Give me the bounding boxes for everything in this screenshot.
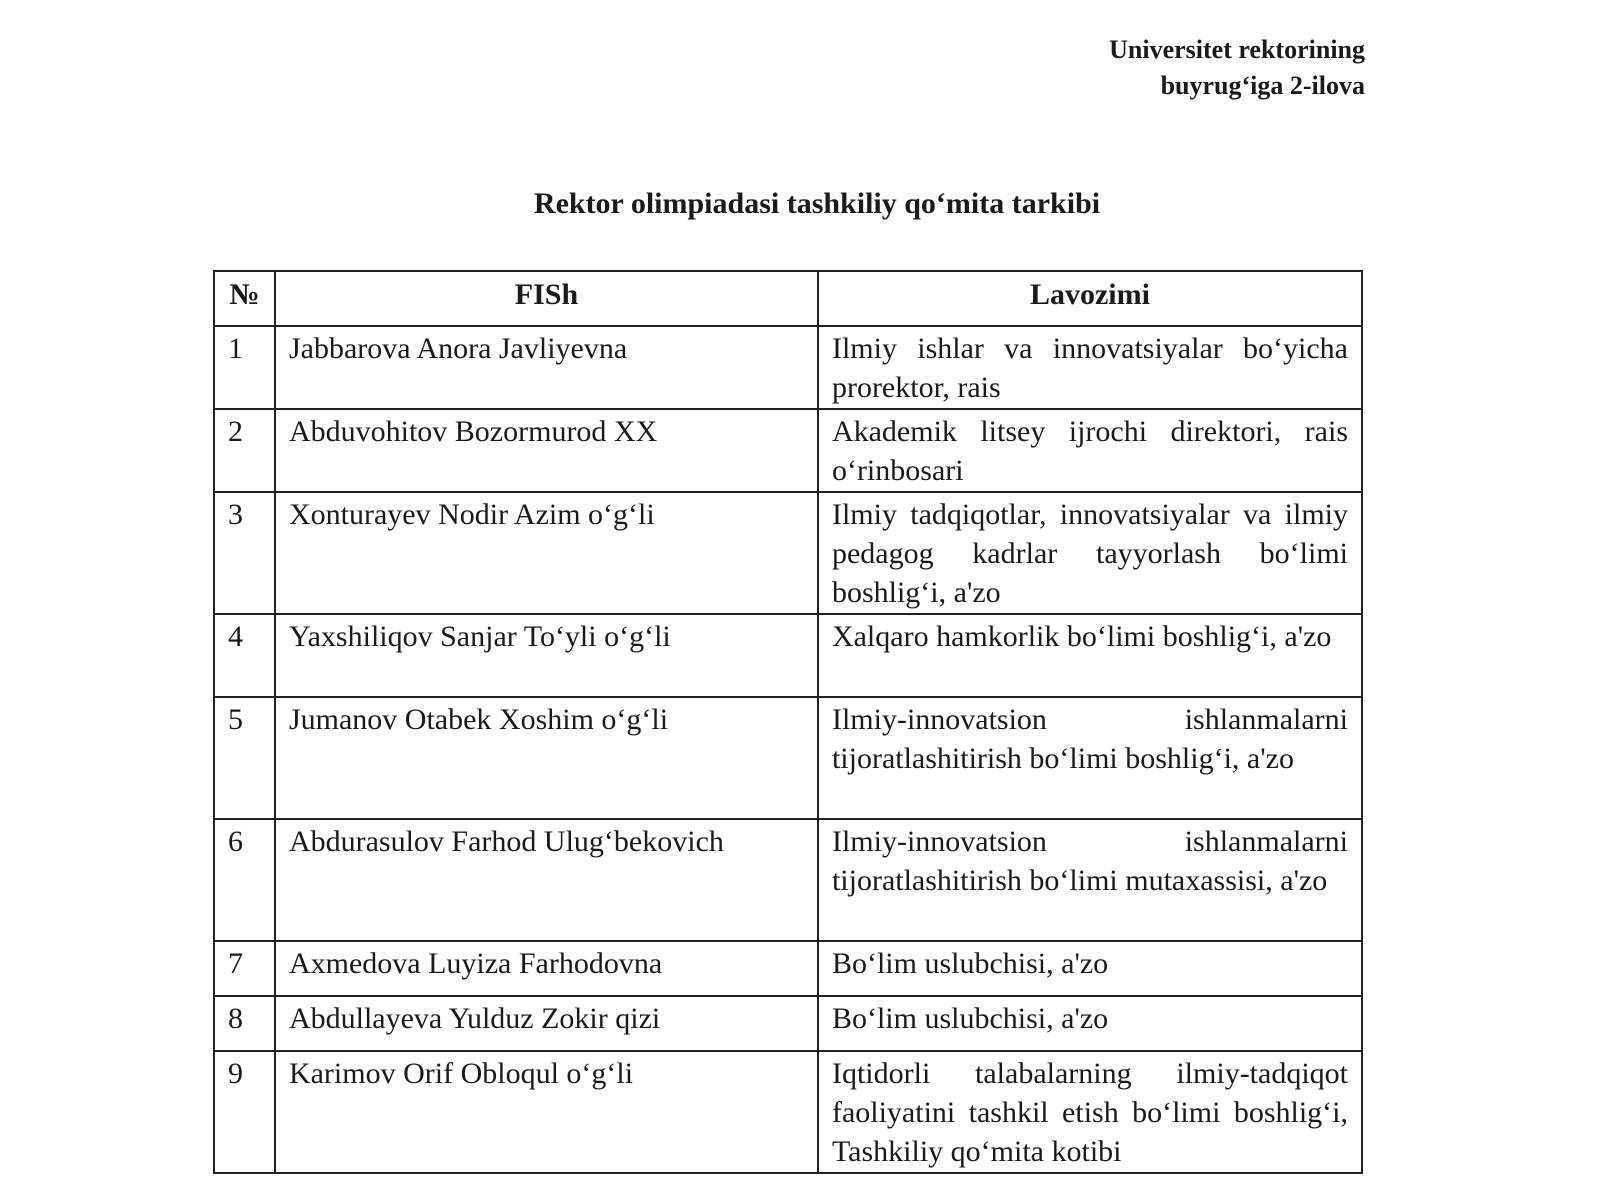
member-position: Ilmiy-innovatsion ishlanmalarni tijoratlashitirish bo‘limi mutaxassisi, a'zo (818, 819, 1362, 941)
table-row (214, 996, 1362, 1051)
table-row (214, 1051, 1362, 1173)
member-name: Xonturayev Nodir Azim o‘g‘li (275, 492, 818, 614)
member-position: Ilmiy tadqiqotlar, innovatsiyalar va ilmiy pedagog kadrlar tayyorlash bo‘limi boshlig‘i, a'zo (818, 492, 1362, 614)
member-position: Akademik litsey ijrochi direktori, rais o‘rinbosari (818, 409, 1362, 492)
member-name: Karimov Orif Obloqul o‘g‘li (275, 1051, 818, 1173)
table-row (214, 697, 1362, 819)
row-number: 2 (214, 409, 275, 492)
member-name: Abduvohitov Bozormurod XX (275, 409, 818, 492)
table-row (214, 326, 1362, 409)
appendix-line-1: Universitet rektorining (1109, 35, 1365, 64)
committee-table (213, 270, 1363, 1174)
appendix-line-2: buyrug‘iga 2-ilova (1160, 71, 1365, 100)
row-number: 6 (214, 819, 275, 941)
column-header-name: FISh (275, 271, 818, 326)
row-number: 4 (214, 614, 275, 697)
member-name: Abdurasulov Farhod Ulug‘bekovich (275, 819, 818, 941)
appendix-note (1109, 32, 1365, 104)
member-position: Ilmiy-innovatsion ishlanmalarni tijoratlashitirish bo‘limi boshlig‘i, a'zo (818, 697, 1362, 819)
table-row (214, 409, 1362, 492)
member-position: Iqtidorli talabalarning ilmiy-tadqiqot faoliyatini tashkil etish bo‘limi boshlig‘i, Tashkiliy qo‘mita kotibi (818, 1051, 1362, 1173)
row-number: 1 (214, 326, 275, 409)
table-row (214, 941, 1362, 996)
row-number: 7 (214, 941, 275, 996)
member-position: Bo‘lim uslubchisi, a'zo (818, 941, 1362, 996)
row-number: 3 (214, 492, 275, 614)
document-title: Rektor olimpiadasi tashkiliy qo‘mita tarkibi (533, 187, 1101, 220)
member-position: Bo‘lim uslubchisi, a'zo (818, 996, 1362, 1051)
member-name: Jumanov Otabek Xoshim o‘g‘li (275, 697, 818, 819)
table-row (214, 614, 1362, 697)
column-header-number: № (214, 271, 275, 326)
row-number: 5 (214, 697, 275, 819)
table-row (214, 492, 1362, 614)
member-position: Xalqaro hamkorlik bo‘limi boshlig‘i, a'zo (818, 614, 1362, 697)
table-row (214, 819, 1362, 941)
table-header-row (214, 271, 1362, 326)
row-number: 9 (214, 1051, 275, 1173)
column-header-position: Lavozimi (818, 271, 1362, 326)
member-name: Jabbarova Anora Javliyevna (275, 326, 818, 409)
member-position: Ilmiy ishlar va innovatsiyalar bo‘yicha prorektor, rais (818, 326, 1362, 409)
member-name: Axmedova Luyiza Farhodovna (275, 941, 818, 996)
member-name: Yaxshiliqov Sanjar To‘yli o‘g‘li (275, 614, 818, 697)
member-name: Abdullayeva Yulduz Zokir qizi (275, 996, 818, 1051)
row-number: 8 (214, 996, 275, 1051)
